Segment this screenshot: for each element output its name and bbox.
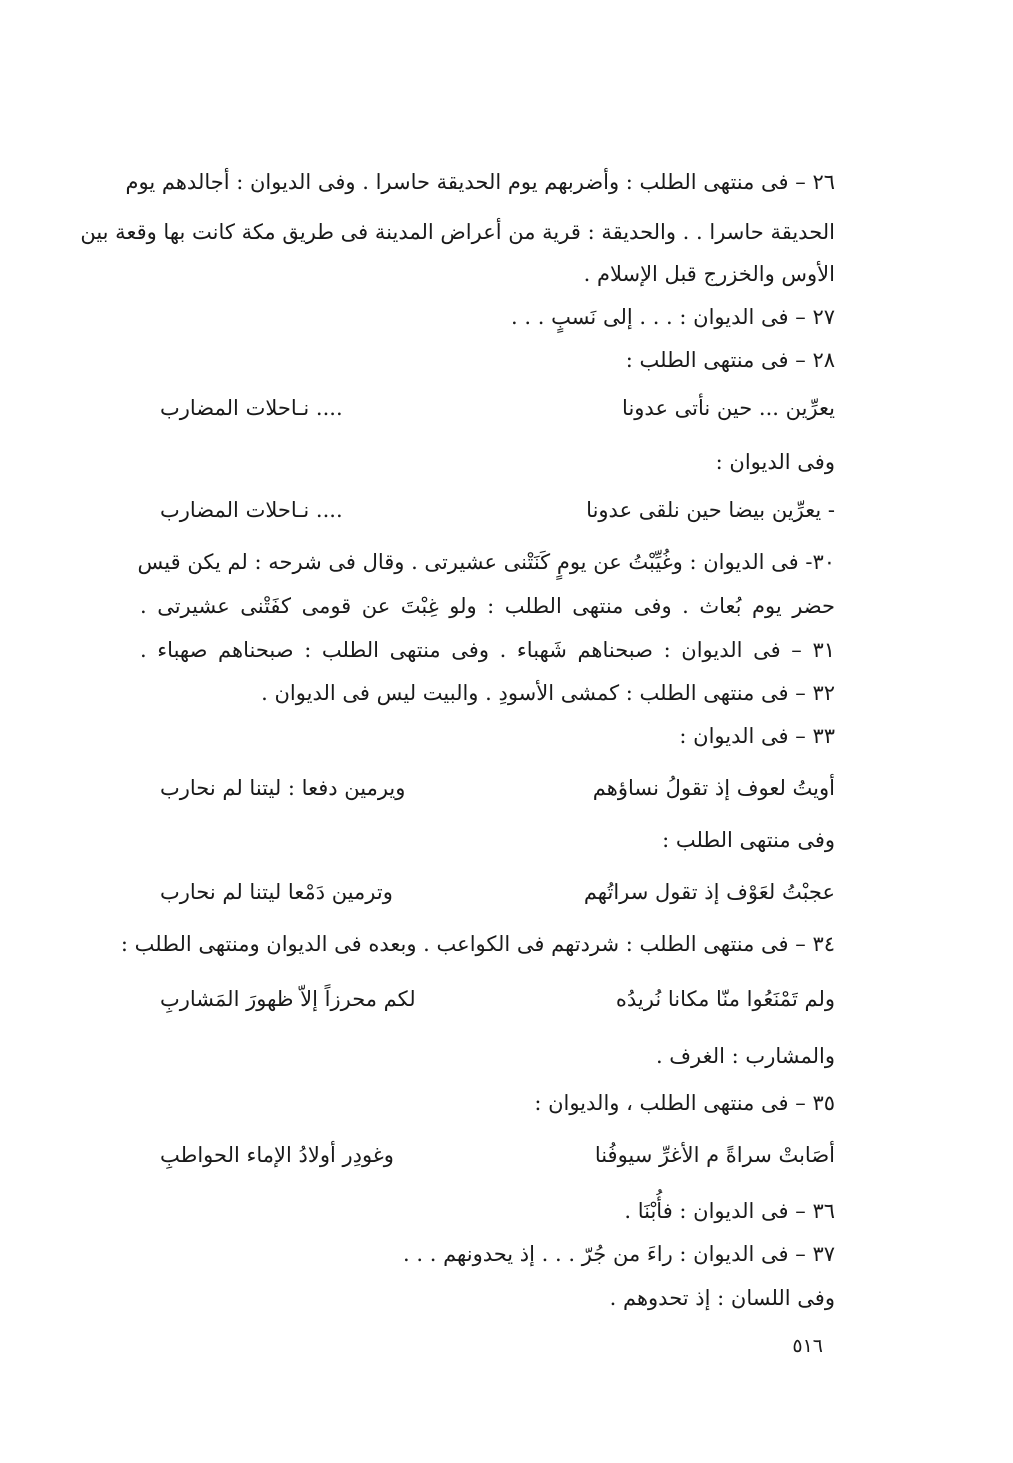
verse-second-hemistich: .... نـاحلات المضارب bbox=[160, 396, 343, 420]
verse-first-hemistich: ولم تَمْنَعُوا منّا مكانا نُريدُه bbox=[615, 987, 835, 1011]
verse-first-hemistich: أويتُ لعوف إذ تقولُ نساؤهم bbox=[592, 776, 835, 800]
note-line: وفى اللسان : إذ تحدوهم . bbox=[609, 1286, 835, 1310]
note-line: وفى الديوان : bbox=[715, 450, 835, 474]
verse-first-hemistich: أصَابتْ سراةً م الأغرِّ سيوفُنا bbox=[594, 1143, 835, 1167]
verse-first-hemistich: - يعرِّين بيضا حين نلقى عدونا bbox=[586, 498, 835, 522]
verse-line bbox=[160, 985, 835, 1013]
verse-line bbox=[160, 496, 835, 524]
verse-line bbox=[160, 1141, 835, 1169]
note-line: حضر يوم بُعاث . وفى منتهى الطلب : ولو غِبْتَ عن قومى كفَتْنى عشيرتى . bbox=[140, 594, 835, 618]
verse-second-hemistich: وغودِر أولادُ الإماء الحواطبِ bbox=[160, 1143, 394, 1167]
note-line: ٣٠- فى الديوان : وغُيِّبْتُ عن يومٍ كَنَتْنى عشيرتى . وقال فى شرحه : لم يكن قيس bbox=[137, 550, 835, 574]
verse-second-hemistich: لكم محرزاً إلاّ ظهورَ المَشاربِ bbox=[160, 987, 416, 1011]
verse-second-hemistich: وترمين دَمْعا ليتنا لم نحارب bbox=[160, 880, 393, 904]
page-number: ٥١٦ bbox=[792, 1335, 823, 1357]
note-line: ٣٥ – فى منتهى الطلب ، والديوان : bbox=[534, 1091, 835, 1115]
verse-line bbox=[160, 878, 835, 906]
note-line: ٢٧ – فى الديوان : . . . إلى نَسبٍ . . . bbox=[511, 305, 835, 329]
note-line: ٣٧ – فى الديوان : راءَ من جُرّ . . . إذ يحدونهم . . . bbox=[403, 1242, 835, 1266]
verse-second-hemistich: ويرمين دفعا : ليتنا لم نحارب bbox=[160, 776, 406, 800]
note-line: ٢٨ – فى منتهى الطلب : bbox=[625, 348, 835, 372]
note-line: ٣٢ – فى منتهى الطلب : كمشى الأسودِ . والبيت ليس فى الديوان . bbox=[261, 681, 835, 705]
note-line: ٣٤ – فى منتهى الطلب : شردتهم فى الكواعب . وبعده فى الديوان ومنتهى الطلب : bbox=[120, 932, 835, 956]
note-line: والمشارب : الغرف . bbox=[655, 1044, 835, 1068]
verse-second-hemistich: .... نـاحلات المضارب bbox=[160, 498, 343, 522]
verse-first-hemistich: عجبْتُ لعَوْف إذ تقول سراتُهم bbox=[583, 880, 835, 904]
note-line: ٢٦ – فى منتهى الطلب : وأضربهم يوم الحديقة حاسرا . وفى الديوان : أجالدهم يوم bbox=[125, 170, 835, 194]
note-line: الحديقة حاسرا . . والحديقة : قرية من أعراض المدينة فى طريق مكة كانت بها وقعة بين bbox=[80, 220, 835, 244]
note-line: ٣٣ – فى الديوان : bbox=[679, 724, 835, 748]
verse-first-hemistich: يعرِّين ... حين نأتى عدونا bbox=[622, 396, 835, 420]
verse-line bbox=[160, 774, 835, 802]
note-line: وفى منتهى الطلب : bbox=[662, 828, 835, 852]
verse-line bbox=[160, 394, 835, 422]
note-line: ٣٦ – فى الديوان : فأُبْنَا . bbox=[624, 1199, 835, 1223]
note-line: ٣١ – فى الديوان : صبحناهم شَهباء . وفى منتهى الطلب : صبحناهم صهباء . bbox=[140, 638, 835, 662]
note-line: الأوس والخزرج قبل الإسلام . bbox=[583, 262, 835, 286]
